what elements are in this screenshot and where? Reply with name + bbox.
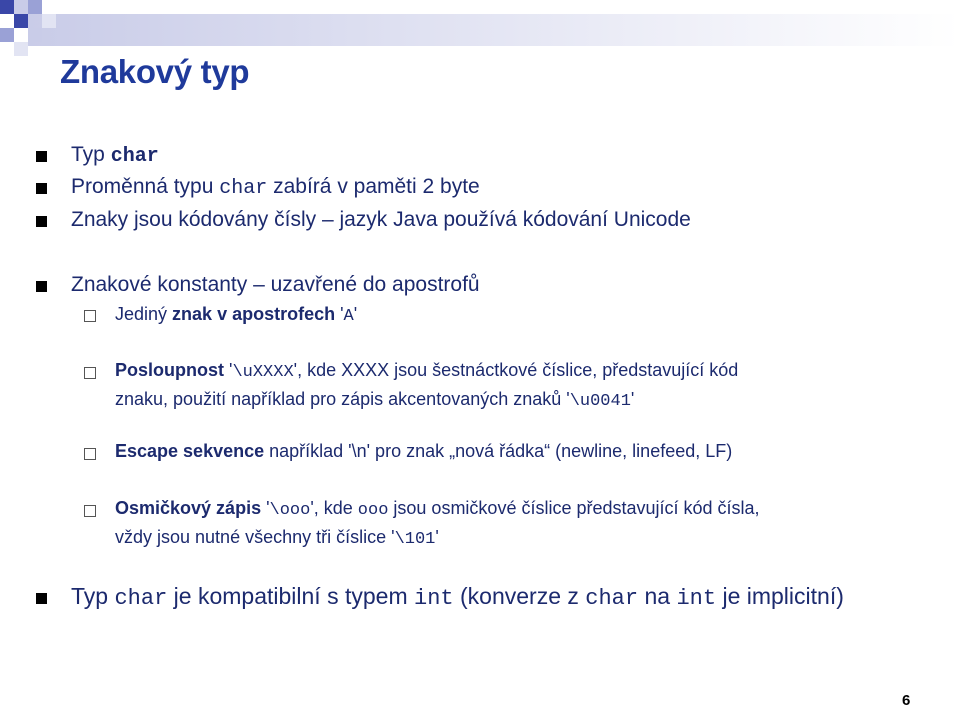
subbullet-single-char: Jediný znak v apostrofech 'A' — [115, 304, 358, 326]
slide-title: Znakový typ — [60, 53, 250, 90]
subbullet-escape-sequence: Escape sekvence například '\n' pro znak „nová řádka“ (newline, linefeed, LF) — [115, 441, 733, 461]
page-number: 6 — [902, 692, 911, 709]
header-decoration — [0, 0, 960, 60]
hollow-square-bullet-icon — [84, 448, 96, 460]
subbullet-octal: Osmičkový zápis '\ooo', kde ooo jsou osmičkové číslice představující kód čísla, vždy jsou nutné všechny tři číslice '\101' — [115, 498, 760, 549]
subbullet-unicode-sequence: Posloupnost '\uXXXX', kde XXXX jsou šestnáctkové číslice, představující kód znaku, použití například pro zápis akcentovaných znaků '\u0041' — [115, 360, 739, 411]
bullet-char-constants: Znakové konstanty – uzavřené do apostrofů — [71, 273, 480, 296]
hollow-square-bullet-icon — [84, 505, 96, 517]
hollow-square-bullet-icon — [84, 367, 96, 379]
square-bullet-icon — [36, 281, 47, 292]
bullet-char-size: Proměnná typu char zabírá v paměti 2 byte — [71, 175, 480, 200]
square-bullet-icon — [36, 151, 47, 162]
bullet-unicode: Znaky jsou kódovány čísly – jazyk Java používá kódování Unicode — [71, 208, 691, 231]
hollow-square-bullet-icon — [84, 310, 96, 322]
bullet-char-int-compat: Typ char je kompatibilní s typem int (konverze z char na int je implicitní) — [71, 583, 844, 611]
bullet-type-char: Typ char — [71, 143, 159, 168]
square-bullet-icon — [36, 183, 47, 194]
square-bullet-icon — [36, 216, 47, 227]
square-bullet-icon — [36, 593, 47, 604]
